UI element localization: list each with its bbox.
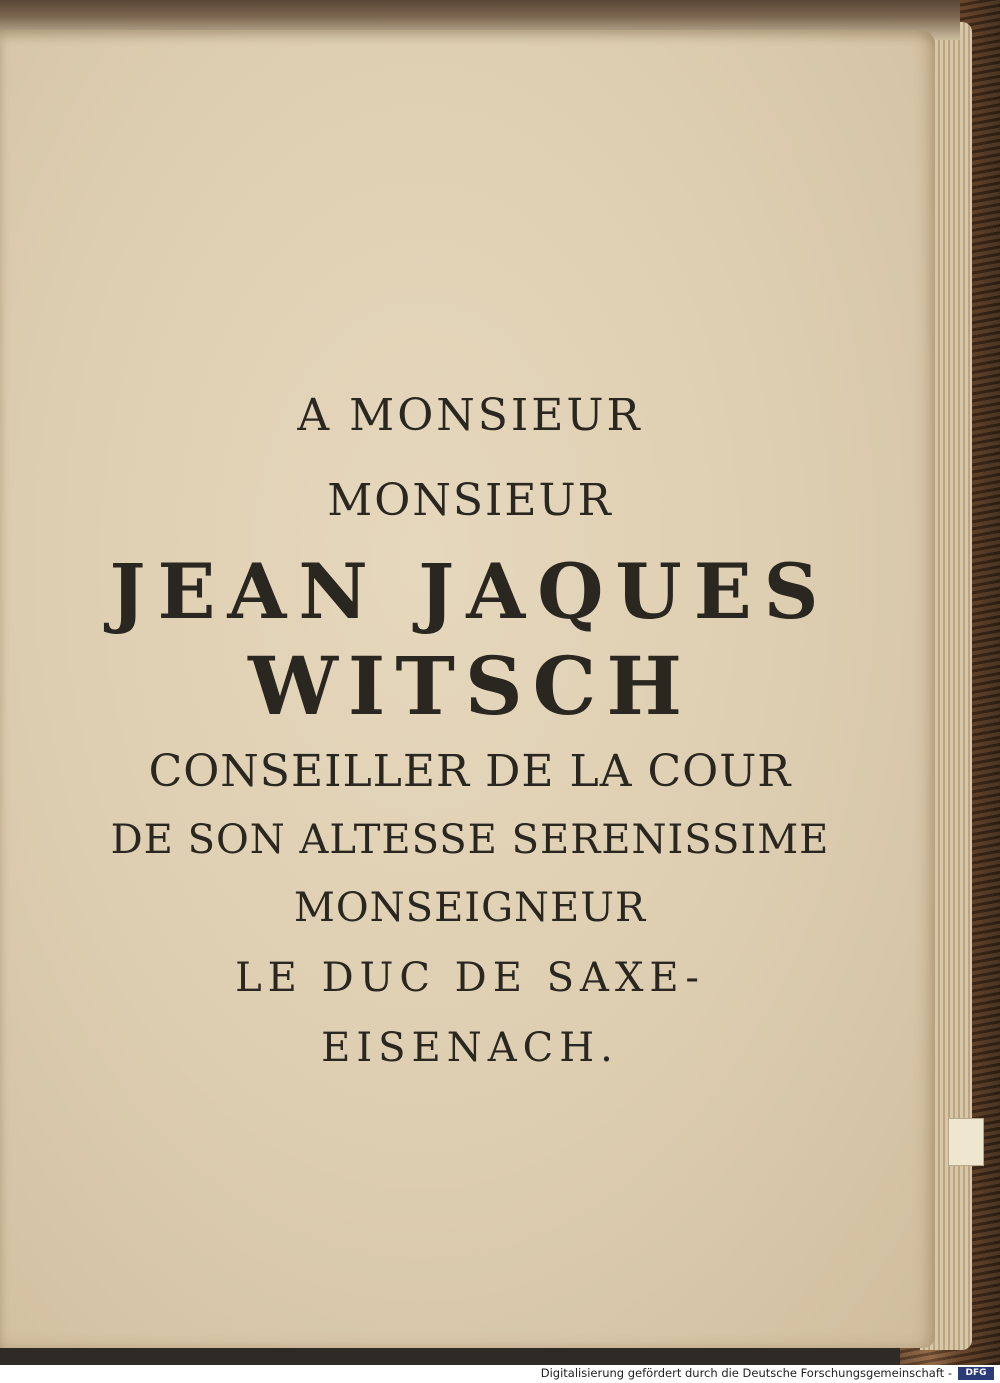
footer-credit: Digitalisierung gefördert durch die Deutsche Forschungsgemeinschaft - (540, 1366, 952, 1380)
dedication-line-5: CONSEILLER DE LA COUR (148, 746, 792, 797)
dfg-logo-icon: DFG (958, 1367, 994, 1380)
dedication-line-7: MONSEIGNEUR (293, 885, 647, 931)
dedication-line-9: EISENACH. (321, 1025, 619, 1071)
footer-bar (0, 1365, 1000, 1383)
dedication-name-line-1: JEAN JAQUES (109, 547, 831, 636)
dedication-line-6: DE SON ALTESSE SERENISSIME (110, 817, 830, 863)
book-page (0, 30, 935, 1348)
dedication-line-1: A MONSIEUR (297, 390, 643, 441)
paper-tab (948, 1118, 984, 1166)
dedication-line-8: LE DUC DE SAXE- (235, 955, 705, 1001)
dedication-name-line-2: WITSCH (248, 639, 692, 733)
dedication-line-2: MONSIEUR (327, 475, 613, 526)
dedication-block (100, 390, 840, 1071)
